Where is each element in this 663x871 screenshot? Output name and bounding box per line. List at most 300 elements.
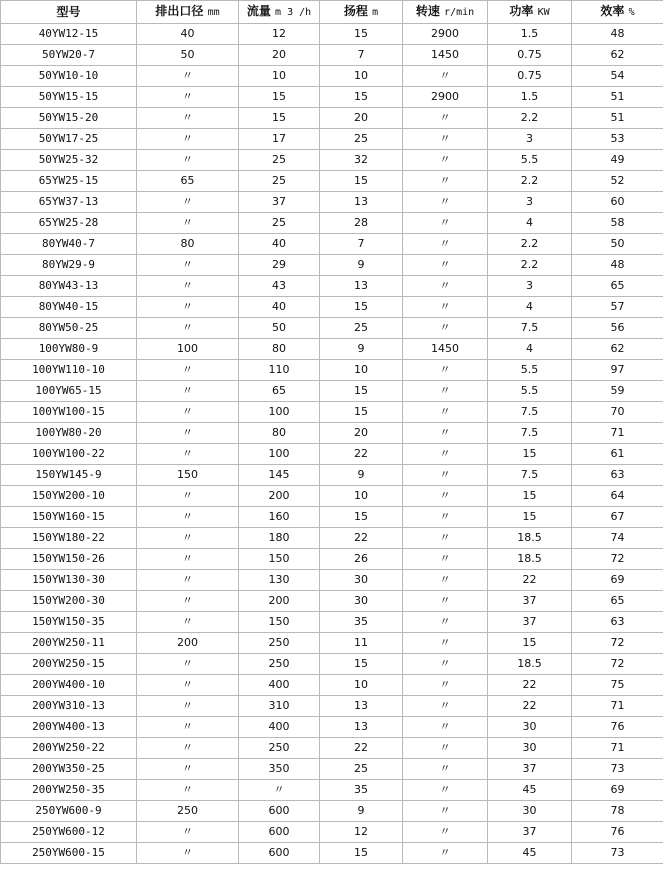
- power-cell: 15: [488, 444, 572, 465]
- model-cell: 80YW40-15: [1, 297, 137, 318]
- model-cell: 200YW400-13: [1, 717, 137, 738]
- head-cell: 30: [320, 570, 403, 591]
- efficiency-cell: 56: [572, 318, 663, 339]
- model-cell: 200YW250-35: [1, 780, 137, 801]
- header-label: 转速: [415, 4, 440, 18]
- efficiency-cell: 50: [572, 234, 663, 255]
- table-row: [1, 696, 663, 717]
- header-label: 流量: [246, 4, 271, 18]
- efficiency-cell: 60: [572, 192, 663, 213]
- flow-cell: 150: [239, 612, 320, 633]
- outlet-diameter-cell: 〃: [137, 297, 239, 318]
- power-cell: 1.5: [488, 87, 572, 108]
- table-row: [1, 339, 663, 360]
- model-cell: 200YW250-22: [1, 738, 137, 759]
- header-flow: [239, 1, 320, 24]
- speed-cell: 〃: [403, 486, 488, 507]
- table-body: [1, 24, 663, 864]
- speed-cell: 〃: [403, 717, 488, 738]
- table-row: [1, 108, 663, 129]
- outlet-diameter-cell: 80: [137, 234, 239, 255]
- table-row: [1, 780, 663, 801]
- flow-cell: 400: [239, 675, 320, 696]
- flow-cell: 43: [239, 276, 320, 297]
- model-cell: 250YW600-12: [1, 822, 137, 843]
- head-cell: 9: [320, 339, 403, 360]
- head-cell: 22: [320, 444, 403, 465]
- model-cell: 50YW20-7: [1, 45, 137, 66]
- efficiency-cell: 72: [572, 633, 663, 654]
- efficiency-cell: 64: [572, 486, 663, 507]
- head-cell: 15: [320, 297, 403, 318]
- model-cell: 150YW200-30: [1, 591, 137, 612]
- head-cell: 13: [320, 717, 403, 738]
- header-power: [488, 1, 572, 24]
- model-cell: 50YW15-20: [1, 108, 137, 129]
- head-cell: 15: [320, 507, 403, 528]
- speed-cell: 〃: [403, 570, 488, 591]
- outlet-diameter-cell: 〃: [137, 129, 239, 150]
- model-cell: 150YW180-22: [1, 528, 137, 549]
- efficiency-cell: 71: [572, 696, 663, 717]
- table-row: [1, 402, 663, 423]
- table-row: [1, 318, 663, 339]
- head-cell: 10: [320, 360, 403, 381]
- model-cell: 100YW100-15: [1, 402, 137, 423]
- header-efficiency: [572, 1, 663, 24]
- header-unit: mm: [207, 7, 220, 18]
- flow-cell: 145: [239, 465, 320, 486]
- efficiency-cell: 48: [572, 255, 663, 276]
- table-row: [1, 822, 663, 843]
- table-row: [1, 234, 663, 255]
- outlet-diameter-cell: 〃: [137, 381, 239, 402]
- outlet-diameter-cell: 〃: [137, 549, 239, 570]
- flow-cell: 100: [239, 402, 320, 423]
- speed-cell: 〃: [403, 297, 488, 318]
- table-row: [1, 171, 663, 192]
- model-cell: 200YW250-11: [1, 633, 137, 654]
- table-row: [1, 843, 663, 864]
- table-row: [1, 423, 663, 444]
- power-cell: 7.5: [488, 402, 572, 423]
- speed-cell: 〃: [403, 822, 488, 843]
- outlet-diameter-cell: 〃: [137, 759, 239, 780]
- efficiency-cell: 49: [572, 150, 663, 171]
- flow-cell: 40: [239, 234, 320, 255]
- outlet-diameter-cell: 〃: [137, 696, 239, 717]
- model-cell: 150YW150-35: [1, 612, 137, 633]
- power-cell: 0.75: [488, 45, 572, 66]
- flow-cell: 250: [239, 633, 320, 654]
- outlet-diameter-cell: 〃: [137, 402, 239, 423]
- efficiency-cell: 71: [572, 738, 663, 759]
- model-cell: 250YW600-15: [1, 843, 137, 864]
- outlet-diameter-cell: 〃: [137, 423, 239, 444]
- head-cell: 30: [320, 591, 403, 612]
- header-label: 型号: [56, 5, 81, 19]
- head-cell: 35: [320, 612, 403, 633]
- flow-cell: 600: [239, 843, 320, 864]
- efficiency-cell: 65: [572, 591, 663, 612]
- power-cell: 22: [488, 570, 572, 591]
- header-unit: KW: [537, 7, 550, 18]
- header-unit: m: [372, 7, 379, 18]
- speed-cell: 〃: [403, 108, 488, 129]
- outlet-diameter-cell: 〃: [137, 486, 239, 507]
- flow-cell: 25: [239, 171, 320, 192]
- header-unit: %: [628, 7, 635, 18]
- speed-cell: 〃: [403, 129, 488, 150]
- table-row: [1, 486, 663, 507]
- efficiency-cell: 57: [572, 297, 663, 318]
- model-cell: 250YW600-9: [1, 801, 137, 822]
- efficiency-cell: 62: [572, 339, 663, 360]
- model-cell: 50YW10-10: [1, 66, 137, 87]
- efficiency-cell: 67: [572, 507, 663, 528]
- flow-cell: 25: [239, 150, 320, 171]
- table-row: [1, 738, 663, 759]
- table-row: [1, 591, 663, 612]
- speed-cell: 〃: [403, 360, 488, 381]
- table-row: [1, 276, 663, 297]
- outlet-diameter-cell: 〃: [137, 717, 239, 738]
- power-cell: 37: [488, 822, 572, 843]
- model-cell: 200YW400-10: [1, 675, 137, 696]
- outlet-diameter-cell: 〃: [137, 87, 239, 108]
- table-row: [1, 24, 663, 45]
- outlet-diameter-cell: 〃: [137, 570, 239, 591]
- outlet-diameter-cell: 〃: [137, 66, 239, 87]
- head-cell: 15: [320, 381, 403, 402]
- model-cell: 40YW12-15: [1, 24, 137, 45]
- speed-cell: 〃: [403, 549, 488, 570]
- flow-cell: 29: [239, 255, 320, 276]
- power-cell: 18.5: [488, 549, 572, 570]
- header-label: 功率: [509, 4, 534, 18]
- efficiency-cell: 72: [572, 654, 663, 675]
- flow-cell: 37: [239, 192, 320, 213]
- outlet-diameter-cell: 〃: [137, 507, 239, 528]
- flow-cell: 50: [239, 318, 320, 339]
- efficiency-cell: 69: [572, 570, 663, 591]
- speed-cell: 〃: [403, 801, 488, 822]
- model-cell: 150YW130-30: [1, 570, 137, 591]
- outlet-diameter-cell: 200: [137, 633, 239, 654]
- model-cell: 150YW200-10: [1, 486, 137, 507]
- outlet-diameter-cell: 〃: [137, 843, 239, 864]
- speed-cell: 〃: [403, 66, 488, 87]
- outlet-diameter-cell: 〃: [137, 444, 239, 465]
- flow-cell: 160: [239, 507, 320, 528]
- efficiency-cell: 71: [572, 423, 663, 444]
- header-unit: r/min: [444, 7, 475, 18]
- model-cell: 65YW37-13: [1, 192, 137, 213]
- efficiency-cell: 70: [572, 402, 663, 423]
- outlet-diameter-cell: 〃: [137, 612, 239, 633]
- head-cell: 15: [320, 843, 403, 864]
- power-cell: 3: [488, 192, 572, 213]
- header-unit: m 3 /h: [275, 7, 312, 18]
- model-cell: 150YW160-15: [1, 507, 137, 528]
- efficiency-cell: 62: [572, 45, 663, 66]
- efficiency-cell: 72: [572, 549, 663, 570]
- outlet-diameter-cell: 〃: [137, 192, 239, 213]
- speed-cell: 〃: [403, 402, 488, 423]
- head-cell: 15: [320, 87, 403, 108]
- flow-cell: 17: [239, 129, 320, 150]
- outlet-diameter-cell: 〃: [137, 360, 239, 381]
- table-row: [1, 213, 663, 234]
- outlet-diameter-cell: 〃: [137, 150, 239, 171]
- flow-cell: 25: [239, 213, 320, 234]
- model-cell: 80YW29-9: [1, 255, 137, 276]
- outlet-diameter-cell: 〃: [137, 591, 239, 612]
- head-cell: 7: [320, 234, 403, 255]
- efficiency-cell: 48: [572, 24, 663, 45]
- speed-cell: 〃: [403, 633, 488, 654]
- outlet-diameter-cell: 〃: [137, 255, 239, 276]
- power-cell: 4: [488, 213, 572, 234]
- flow-cell: 10: [239, 66, 320, 87]
- power-cell: 15: [488, 486, 572, 507]
- model-cell: 100YW65-15: [1, 381, 137, 402]
- power-cell: 30: [488, 738, 572, 759]
- flow-cell: 15: [239, 87, 320, 108]
- speed-cell: 〃: [403, 276, 488, 297]
- head-cell: 25: [320, 129, 403, 150]
- speed-cell: 〃: [403, 150, 488, 171]
- speed-cell: 〃: [403, 171, 488, 192]
- efficiency-cell: 78: [572, 801, 663, 822]
- speed-cell: 〃: [403, 255, 488, 276]
- flow-cell: 310: [239, 696, 320, 717]
- power-cell: 5.5: [488, 360, 572, 381]
- power-cell: 2.2: [488, 255, 572, 276]
- head-cell: 25: [320, 318, 403, 339]
- outlet-diameter-cell: 〃: [137, 108, 239, 129]
- table-row: [1, 150, 663, 171]
- speed-cell: 〃: [403, 759, 488, 780]
- power-cell: 2.2: [488, 234, 572, 255]
- header-head: [320, 1, 403, 24]
- outlet-diameter-cell: 〃: [137, 822, 239, 843]
- speed-cell: 〃: [403, 528, 488, 549]
- header-speed: [403, 1, 488, 24]
- model-cell: 100YW80-9: [1, 339, 137, 360]
- power-cell: 4: [488, 297, 572, 318]
- efficiency-cell: 53: [572, 129, 663, 150]
- flow-cell: 20: [239, 45, 320, 66]
- speed-cell: 〃: [403, 234, 488, 255]
- outlet-diameter-cell: 〃: [137, 318, 239, 339]
- head-cell: 10: [320, 486, 403, 507]
- power-cell: 18.5: [488, 654, 572, 675]
- model-cell: 200YW310-13: [1, 696, 137, 717]
- speed-cell: 〃: [403, 591, 488, 612]
- flow-cell: 〃: [239, 780, 320, 801]
- head-cell: 13: [320, 192, 403, 213]
- power-cell: 0.75: [488, 66, 572, 87]
- efficiency-cell: 51: [572, 87, 663, 108]
- speed-cell: 〃: [403, 654, 488, 675]
- outlet-diameter-cell: 〃: [137, 675, 239, 696]
- power-cell: 45: [488, 843, 572, 864]
- power-cell: 15: [488, 507, 572, 528]
- head-cell: 25: [320, 759, 403, 780]
- speed-cell: 〃: [403, 318, 488, 339]
- head-cell: 11: [320, 633, 403, 654]
- flow-cell: 250: [239, 738, 320, 759]
- model-cell: 150YW145-9: [1, 465, 137, 486]
- outlet-diameter-cell: 〃: [137, 780, 239, 801]
- speed-cell: 〃: [403, 444, 488, 465]
- flow-cell: 400: [239, 717, 320, 738]
- efficiency-cell: 61: [572, 444, 663, 465]
- efficiency-cell: 51: [572, 108, 663, 129]
- outlet-diameter-cell: 65: [137, 171, 239, 192]
- flow-cell: 600: [239, 822, 320, 843]
- model-cell: 80YW43-13: [1, 276, 137, 297]
- model-cell: 65YW25-15: [1, 171, 137, 192]
- efficiency-cell: 76: [572, 822, 663, 843]
- model-cell: 100YW110-10: [1, 360, 137, 381]
- header-model: [1, 1, 137, 24]
- power-cell: 30: [488, 717, 572, 738]
- table-row: [1, 528, 663, 549]
- speed-cell: 〃: [403, 423, 488, 444]
- head-cell: 22: [320, 528, 403, 549]
- flow-cell: 180: [239, 528, 320, 549]
- head-cell: 9: [320, 465, 403, 486]
- power-cell: 7.5: [488, 318, 572, 339]
- table-row: [1, 87, 663, 108]
- efficiency-cell: 63: [572, 612, 663, 633]
- outlet-diameter-cell: 〃: [137, 528, 239, 549]
- efficiency-cell: 54: [572, 66, 663, 87]
- speed-cell: 1450: [403, 45, 488, 66]
- power-cell: 22: [488, 675, 572, 696]
- speed-cell: 〃: [403, 213, 488, 234]
- outlet-diameter-cell: 250: [137, 801, 239, 822]
- head-cell: 9: [320, 255, 403, 276]
- speed-cell: 〃: [403, 381, 488, 402]
- table-row: [1, 549, 663, 570]
- outlet-diameter-cell: 150: [137, 465, 239, 486]
- model-cell: 200YW250-15: [1, 654, 137, 675]
- speed-cell: 〃: [403, 465, 488, 486]
- table-row: [1, 633, 663, 654]
- head-cell: 13: [320, 276, 403, 297]
- table-row: [1, 465, 663, 486]
- header-label: 扬程: [343, 4, 368, 18]
- head-cell: 15: [320, 402, 403, 423]
- power-cell: 2.2: [488, 108, 572, 129]
- head-cell: 20: [320, 108, 403, 129]
- power-cell: 37: [488, 759, 572, 780]
- head-cell: 10: [320, 675, 403, 696]
- flow-cell: 12: [239, 24, 320, 45]
- power-cell: 15: [488, 633, 572, 654]
- model-cell: 200YW350-25: [1, 759, 137, 780]
- table-row: [1, 255, 663, 276]
- power-cell: 5.5: [488, 150, 572, 171]
- table-row: [1, 612, 663, 633]
- speed-cell: 〃: [403, 612, 488, 633]
- head-cell: 15: [320, 171, 403, 192]
- speed-cell: 〃: [403, 843, 488, 864]
- model-cell: 80YW40-7: [1, 234, 137, 255]
- speed-cell: 2900: [403, 24, 488, 45]
- head-cell: 7: [320, 45, 403, 66]
- table-row: [1, 192, 663, 213]
- table-row: [1, 66, 663, 87]
- power-cell: 1.5: [488, 24, 572, 45]
- power-cell: 3: [488, 129, 572, 150]
- power-cell: 45: [488, 780, 572, 801]
- table-row: [1, 381, 663, 402]
- header-outlet-diameter: [137, 1, 239, 24]
- power-cell: 3: [488, 276, 572, 297]
- table-row: [1, 759, 663, 780]
- speed-cell: 〃: [403, 696, 488, 717]
- speed-cell: 〃: [403, 507, 488, 528]
- efficiency-cell: 73: [572, 759, 663, 780]
- speed-cell: 〃: [403, 192, 488, 213]
- table-row: [1, 45, 663, 66]
- header-row: [1, 1, 663, 24]
- table-row: [1, 654, 663, 675]
- outlet-diameter-cell: 〃: [137, 654, 239, 675]
- head-cell: 20: [320, 423, 403, 444]
- model-cell: 100YW80-20: [1, 423, 137, 444]
- efficiency-cell: 73: [572, 843, 663, 864]
- header-label: 排出口径: [155, 4, 204, 18]
- outlet-diameter-cell: 50: [137, 45, 239, 66]
- flow-cell: 130: [239, 570, 320, 591]
- flow-cell: 200: [239, 591, 320, 612]
- flow-cell: 80: [239, 423, 320, 444]
- speed-cell: 〃: [403, 780, 488, 801]
- outlet-diameter-cell: 〃: [137, 213, 239, 234]
- efficiency-cell: 69: [572, 780, 663, 801]
- model-cell: 100YW100-22: [1, 444, 137, 465]
- head-cell: 35: [320, 780, 403, 801]
- power-cell: 7.5: [488, 423, 572, 444]
- model-cell: 50YW17-25: [1, 129, 137, 150]
- flow-cell: 15: [239, 108, 320, 129]
- model-cell: 50YW25-32: [1, 150, 137, 171]
- speed-cell: 〃: [403, 738, 488, 759]
- power-cell: 37: [488, 612, 572, 633]
- speed-cell: 2900: [403, 87, 488, 108]
- efficiency-cell: 65: [572, 276, 663, 297]
- head-cell: 13: [320, 696, 403, 717]
- header-label: 效率: [600, 4, 625, 18]
- speed-cell: 〃: [403, 675, 488, 696]
- table-row: [1, 444, 663, 465]
- head-cell: 28: [320, 213, 403, 234]
- flow-cell: 110: [239, 360, 320, 381]
- flow-cell: 150: [239, 549, 320, 570]
- power-cell: 7.5: [488, 465, 572, 486]
- efficiency-cell: 58: [572, 213, 663, 234]
- power-cell: 30: [488, 801, 572, 822]
- model-cell: 65YW25-28: [1, 213, 137, 234]
- table-row: [1, 297, 663, 318]
- model-cell: 150YW150-26: [1, 549, 137, 570]
- flow-cell: 80: [239, 339, 320, 360]
